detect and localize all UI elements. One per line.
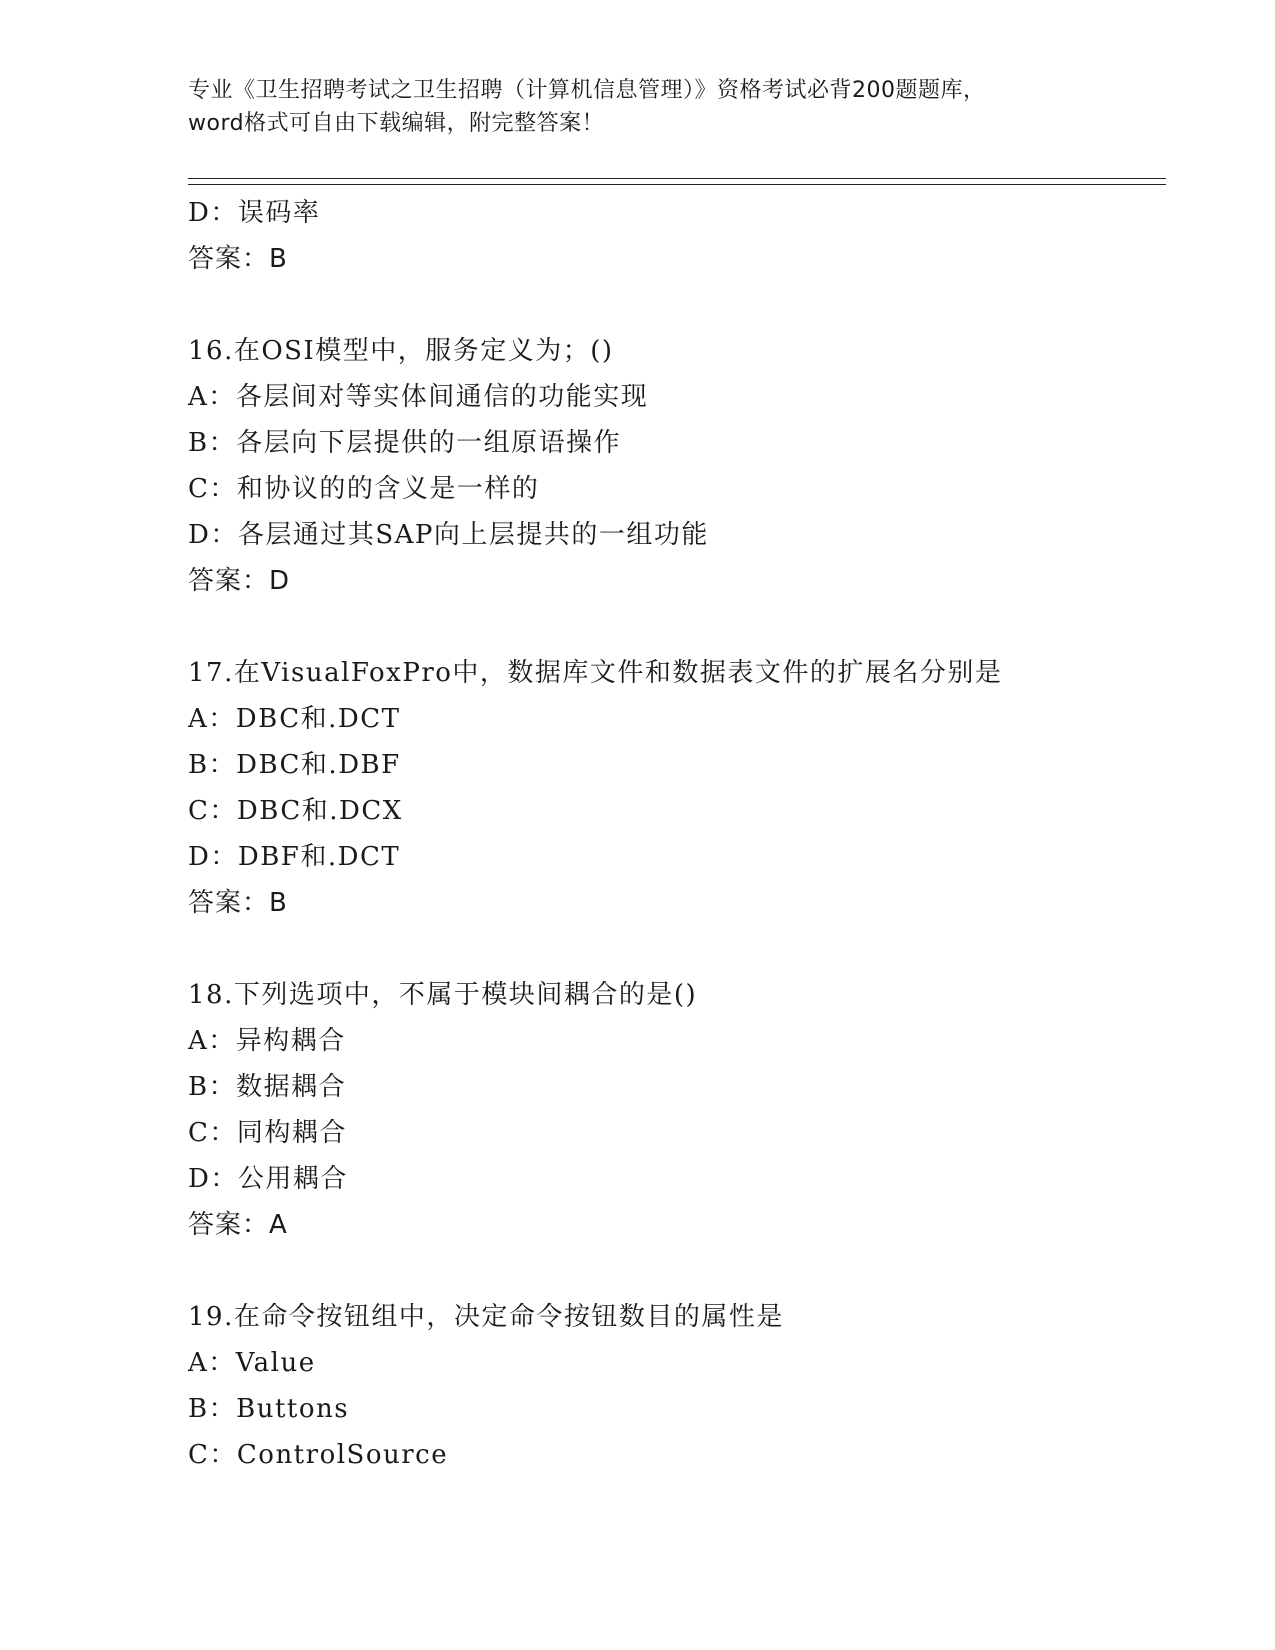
spacer [188,282,1168,328]
option-d: D：DBF和.DCT [188,842,401,872]
question-17 [188,650,1168,926]
document-header [188,74,1088,140]
option-c: C：ControlSource [188,1440,449,1470]
header-divider [188,178,1166,185]
option-d: D：各层通过其SAP向上层提共的一组功能 [188,520,709,550]
question-stem: 19.在命令按钮组中，决定命令按钮数目的属性是 [188,1302,784,1332]
header-line-1: 专业《卫生招聘考试之卫生招聘（计算机信息管理）》资格考试必背200题题库， [188,78,986,103]
option-c: C：同构耦合 [188,1118,347,1148]
spacer [188,926,1168,972]
option-b: B：数据耦合 [188,1072,347,1102]
option-a: A：Value [188,1348,316,1378]
question-stem: 16.在OSI模型中，服务定义为；() [188,336,614,366]
spacer [188,1248,1168,1294]
option-d-prev: D：误码率 [188,198,321,228]
spacer [188,604,1168,650]
option-b: B：Buttons [188,1394,350,1424]
header-line-2: word格式可自由下载编辑，附完整答案！ [188,111,605,136]
answer: 答案：B [188,888,288,918]
answer-prev: 答案：B [188,244,288,274]
option-a: A：异构耦合 [188,1026,346,1056]
option-c: C：DBC和.DCX [188,796,403,826]
option-a: A：各层间对等实体间通信的功能实现 [188,382,649,412]
option-c: C：和协议的的含义是一样的 [188,474,540,504]
option-b: B：DBC和.DBF [188,750,401,780]
question-16 [188,328,1168,604]
option-b: B：各层向下层提供的一组原语操作 [188,428,622,458]
question-stem: 18.下列选项中，不属于模块间耦合的是() [188,980,698,1010]
answer: 答案：D [188,566,291,596]
question-19 [188,1294,1168,1478]
answer: 答案：A [188,1210,288,1240]
question-18 [188,972,1168,1248]
question-stem: 17.在VisualFoxPro中，数据库文件和数据表文件的扩展名分别是 [188,658,1003,688]
question-list [188,190,1168,1478]
option-d: D：公用耦合 [188,1164,348,1194]
option-a: A：DBC和.DCT [188,704,401,734]
